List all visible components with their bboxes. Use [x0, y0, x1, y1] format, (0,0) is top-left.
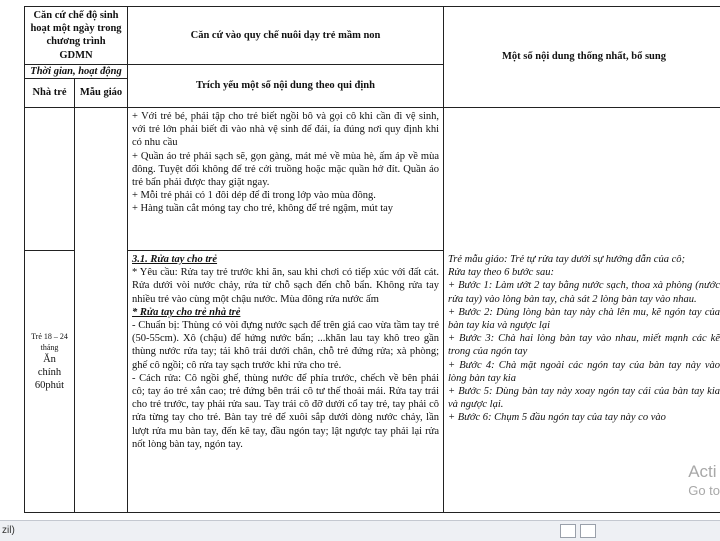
handwash-requirement: * Yêu cầu: Rửa tay trẻ trước khi ăn, sau khi chơi có tiếp xúc với đất cát. Rửa dưới vòi nước chảy, rửa từ chỗ sạch đến chỗ bẩn. Không rửa tay nhiều trẻ vào cùng một chậu nước. Mùa đông rửa nước ấm: [132, 266, 439, 306]
handwash-method: - Cách rửa: Cô ngồi ghế, thùng nước để phía trước, chếch về bên phải cô; tay áo trẻ xắn cao; trẻ đứng bên trái cô tư thế thoải mái. Rửa tay trái cho trẻ trước, tay phải rửa sau. Tay trái cô đỡ dưới cổ tay trẻ, tay phải cô rửa từng tay cho trẻ. Bàn tay trẻ để xuôi sắp dưới dòng nước chảy, lần lượt rửa mu bàn tay, đến kẽ tay, đầu ngón tay; lật ngược tay phải lại rửa nốt lòng bàn tay, ngón tay.: [132, 372, 439, 451]
schedule-table: [24, 6, 720, 513]
header-mau-giao: [75, 79, 128, 108]
header-program-basis-text: Căn cứ chế độ sinh hoạt một ngày trong chương trình GDMN: [25, 7, 127, 64]
regulation-item: + Với trẻ bé, phải tập cho trẻ biết ngồi bô và gọi cô khi cần đi vệ sinh, với trẻ lớn phải biết đi vào nhà vệ sinh để đái, ỉa đúng nơi quy định khi có nhu cầu: [132, 110, 439, 150]
handwash-subheading: * Rửa tay cho trẻ nhà trẻ: [132, 306, 439, 319]
status-bar: [0, 520, 720, 541]
activate-windows-watermark: [688, 462, 720, 500]
regulation-item: + Mỗi trẻ phải có 1 đôi dép để đi trong lớp vào mùa đông.: [132, 189, 439, 202]
header-additions-text: Một số nội dung thống nhất, bổ sung: [502, 51, 666, 62]
watermark-line-1: Acti: [688, 462, 720, 482]
regulation-item: + Hàng tuần cắt móng tay cho trẻ, không để trẻ ngậm, mút tay: [132, 202, 439, 215]
header-regulation-text: Căn cứ vào quy chế nuôi dạy trẻ mầm non: [191, 30, 381, 41]
addition-item: Trẻ mẫu giáo: Trẻ tự rửa tay dưới sự hướng dẫn của cô;: [448, 253, 720, 266]
meal-label-2: chính: [25, 366, 74, 379]
addition-item: + Bước 1: Làm ướt 2 tay bằng nước sạch, thoa xà phòng (nước rửa tay) vào lòng bàn tay, chà sát 2 lòng bàn tay vào nhau.: [448, 279, 720, 305]
view-mode-icon[interactable]: [560, 524, 576, 538]
handwash-prepare: - Chuẩn bị: Thùng có vòi đựng nước sạch để trên giá cao vừa tầm tay trẻ (50-55cm). Xô (chậu) để hứng nước bẩn; ...khăn lau tay khô treo gần thùng nước rửa tay; tải khô trải dưới chân, chỗ trẻ đứng rửa; xà phòng; ghế cô ngồi; cô rửa tay sạch trước khi rửa cho trẻ.: [132, 319, 439, 372]
handwash-heading: 3.1. Rửa tay cho trẻ: [132, 253, 439, 266]
age-cell: [25, 251, 75, 513]
age-range: Trẻ 18 – 24: [25, 331, 74, 342]
header-nha-tre: [25, 79, 75, 108]
addition-item: + Bước 2: Dùng lòng bàn tay này chà lên mu, kẽ ngón tay của bàn tay kia và ngược lại: [448, 306, 720, 332]
addition-item: Rửa tay theo 6 bước sau:: [448, 266, 720, 279]
meal-label-1: Ăn: [25, 353, 74, 366]
header-time-activity-text: Thời gian, hoạt động: [30, 66, 121, 77]
regulation-item: + Quần áo trẻ phải sạch sẽ, gọn gàng, mát mẻ về mùa hè, ấm áp về mùa đông. Tuyệt đối không để trẻ cởi truồng hoặc mặc quần hở đít. Quần áo trẻ bẩn phải được thay giặt ngay.: [132, 150, 439, 190]
mau-giao-cell: [75, 108, 128, 513]
addition-item: + Bước 6: Chụm 5 đầu ngón tay của tay này co vào: [448, 411, 720, 424]
header-additions: [444, 7, 720, 108]
additions-cell: [444, 108, 720, 513]
meal-duration: 60phút: [25, 379, 74, 392]
addition-item: + Bước 3: Chà hai lòng bàn tay vào nhau, miết mạnh các kẽ trong của ngón tay: [448, 332, 720, 358]
header-excerpt-text: Trích yếu một số nội dung theo qui định: [196, 80, 375, 91]
header-time-activity: [25, 64, 128, 78]
header-mau-giao-text: Mẫu giáo: [80, 87, 122, 98]
nha-tre-cell-top: [25, 108, 75, 251]
header-excerpt: [128, 64, 444, 107]
header-program-basis: [25, 7, 128, 65]
header-nha-tre-text: Nhà trẻ: [32, 87, 66, 98]
regulations-cell: [128, 108, 444, 251]
watermark-line-2: Go to: [688, 482, 720, 500]
addition-item: + Bước 4: Chà mặt ngoài các ngón tay của bàn tay này vào lòng bàn tay kia: [448, 359, 720, 385]
age-unit: tháng: [25, 342, 74, 353]
handwash-cell: [128, 251, 444, 513]
status-bar-text: zil): [2, 525, 15, 536]
layout-mode-icon[interactable]: [580, 524, 596, 538]
header-regulation: [128, 7, 444, 65]
addition-item: + Bước 5: Dùng bàn tay này xoay ngón tay cái của bàn tay kia và ngược lại.: [448, 385, 720, 411]
